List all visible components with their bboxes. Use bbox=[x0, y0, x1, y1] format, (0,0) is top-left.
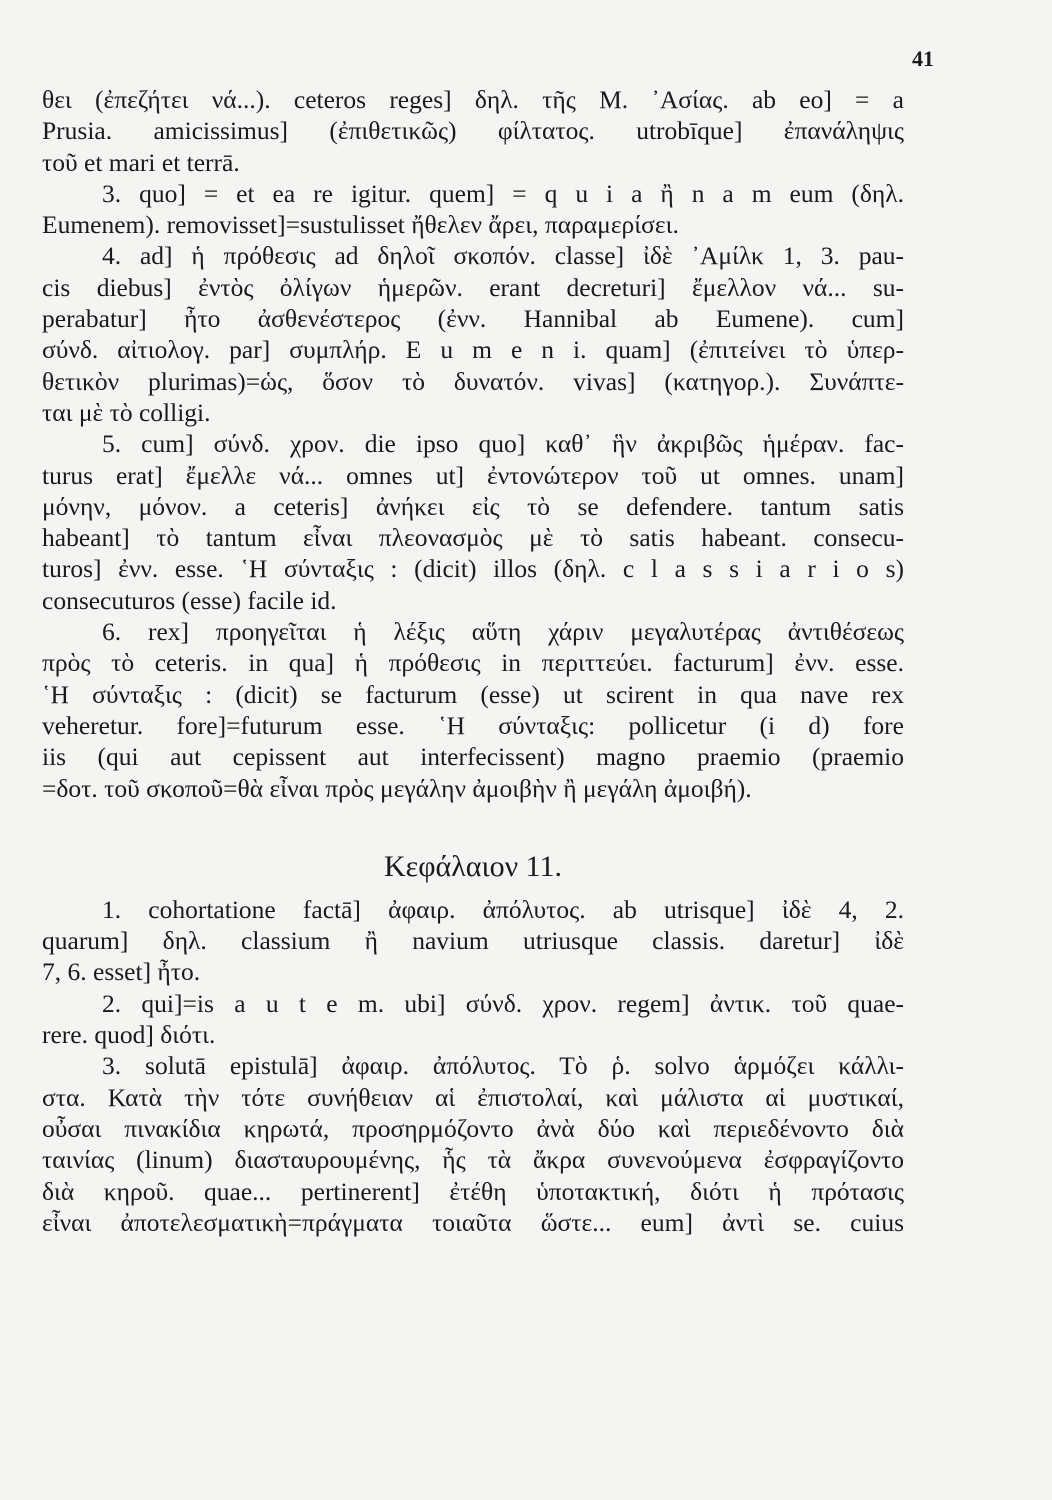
commentary-block-chapter-10 bbox=[42, 84, 904, 804]
text-line: 3. solutā epistulā] ἀφαιρ. ἀπόλυτος. Τὸ ῥ. solvo ἁρμόζει κάλλι- bbox=[102, 1051, 904, 1081]
text-line: 1. cohortatione factā] ἀφαιρ. ἀπόλυτος. ab utrisque] ἰδὲ 4, 2. bbox=[102, 894, 904, 924]
text-line: 3. quo] = et ea re igitur. quem] = q u i a ἢ n a m eum (δηλ. bbox=[102, 178, 904, 208]
text-line: εἶναι ἀποτελεσματικὴ=πράγματα τοιαῦτα ὥστε... eum] ἀντὶ se. cuius bbox=[42, 1207, 904, 1237]
text-line: πρὸς τὸ ceteris. in qua] ἡ πρόθεσις in περιττεύει. facturum] ἐνν. esse. bbox=[42, 648, 904, 678]
text-line: 6. rex] προηγεῖται ἡ λέξις αὕτη χάριν μεγαλυτέρας ἀντιθέσεως bbox=[102, 617, 904, 647]
text-line: 7, 6. esset] ἦτο. bbox=[42, 957, 201, 987]
text-line: θει (ἐπεζήτει νά...). ceteros reges] δηλ. τῆς Μ. ᾿Ασίας. ab eo] = a bbox=[42, 85, 904, 114]
text-line: τοῦ et mari et terrā. bbox=[42, 147, 240, 177]
text-line: θετικὸν plurimas)=ὡς, ὅσον τὸ δυνατόν. vivas] (κατηγορ.). Συνάπτε- bbox=[42, 366, 904, 396]
text-line: Eumenem). removisset]=sustulisset ἤθελεν ἄρει, παραμερίσει. bbox=[42, 210, 679, 240]
text-line: στα. Κατὰ τὴν τότε συνήθειαν αἱ ἐπιστολαί, καὶ μάλιστα αἱ μυστικαί, bbox=[42, 1082, 904, 1112]
text-line: habeant] τὸ tantum εἶναι πλεονασμὸς μὲ τὸ satis habeant. consecu- bbox=[42, 523, 904, 553]
text-line: ταινίας (linum) διασταυρουμένης, ἧς τὰ ἄκρα συνενούμενα ἐσφραγίζοντο bbox=[42, 1145, 904, 1175]
text-line: ῾Η σύνταξις : (dicit) se facturum (esse) ut scirent in qua nave rex bbox=[42, 679, 904, 709]
text-line: =δοτ. τοῦ σκοποῦ=θὰ εἶναι πρὸς μεγάλην ἀμοιβὴν ἢ μεγάλη ἀμοιβή). bbox=[42, 773, 752, 803]
text-line: σύνδ. αἰτιολογ. par] συμπλήρ. E u m e n i. quam] (ἐπιτείνει τὸ ὑπερ- bbox=[42, 335, 904, 365]
text-line: Prusia. amicissimus] (ἐπιθετικῶς) φίλτατος. utrobīque] ἐπανάληψις bbox=[42, 116, 904, 146]
text-line: perabatur] ἦτο ἀσθενέστερος (ἐνν. Hannibal ab Eumene). cum] bbox=[42, 304, 904, 334]
text-line: veheretur. fore]=futurum esse. ῾Η σύνταξις: pollicetur (i d) fore bbox=[42, 710, 904, 740]
text-line: quarum] δηλ. classium ἢ navium utriusque classis. daretur] ἰδὲ bbox=[42, 926, 904, 956]
text-line: οὖσαι πινακίδια κηρωτά, προσηρμόζοντο ἀνὰ δύο καὶ περιεδένοντο διὰ bbox=[42, 1113, 904, 1143]
commentary-block-chapter-11 bbox=[42, 894, 904, 1238]
text-line: διὰ κηροῦ. quae... pertinerent] ἐτέθη ὑποτακτική, διότι ἡ πρότασις bbox=[42, 1176, 904, 1206]
page-number: 41 bbox=[912, 46, 934, 71]
text-line: consecuturos (esse) facile id. bbox=[42, 585, 337, 615]
text-line: turus erat] ἔμελλε νά... omnes ut] ἐντονώτερον τοῦ ut omnes. unam] bbox=[42, 460, 904, 490]
text-line: rere. quod] διότι. bbox=[42, 1020, 216, 1050]
text-line: ται μὲ τὸ colligi. bbox=[42, 397, 211, 427]
text-line: μόνην, μόνον. a ceteris] ἀνήκει εἰς τὸ se defendere. tantum satis bbox=[42, 491, 904, 521]
text-line: 2. qui]=is a u t e m. ubi] σύνδ. χρον. regem] ἀντικ. τοῦ quae- bbox=[102, 988, 904, 1018]
chapter-heading: Κεφάλαιον 11. bbox=[383, 849, 563, 883]
text-line: iis (qui aut cepissent aut interfecissent) magno praemio (praemio bbox=[42, 742, 904, 772]
page-body bbox=[42, 84, 904, 1238]
text-line: 4. ad] ἡ πρόθεσις ad δηλοῖ σκοπόν. classe] ἰδὲ ᾿Αμίλκ 1, 3. pau- bbox=[102, 241, 904, 271]
text-line: turos] ἐνν. esse. ῾Η σύνταξις : (dicit) illos (δηλ. c l a s s i a r i o s) bbox=[42, 554, 904, 584]
text-line: cis diebus] ἐντὸς ὀλίγων ἡμερῶν. erant decreturi] ἔμελλον νά... su- bbox=[42, 272, 904, 302]
text-line: 5. cum] σύνδ. χρον. die ipso quo] καθ᾿ ἣν ἀκριβῶς ἡμέραν. fac- bbox=[102, 429, 904, 459]
